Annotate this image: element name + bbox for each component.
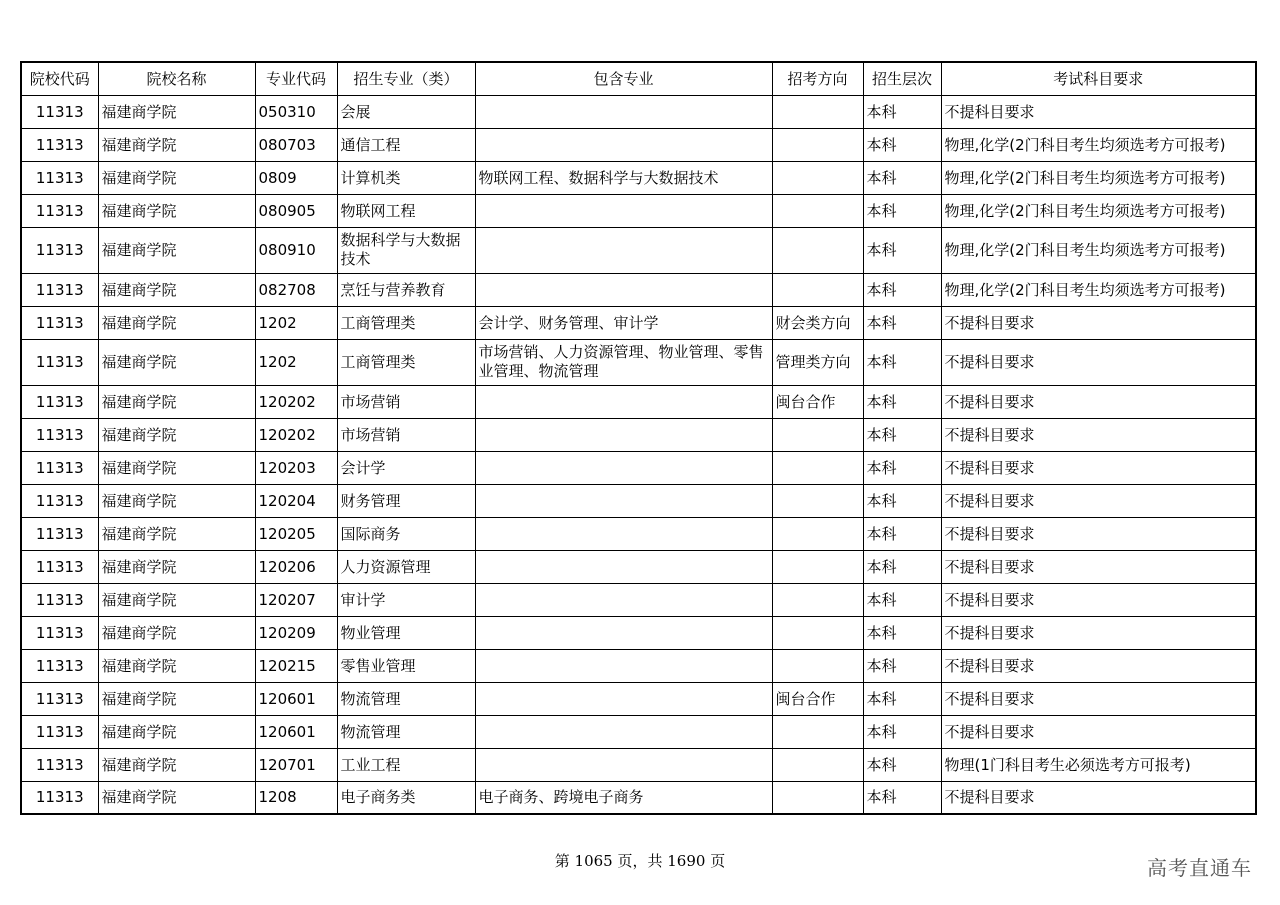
cell-level: 本科 (863, 517, 941, 550)
col-header-major-code: 专业代码 (255, 62, 337, 95)
col-header-direction: 招考方向 (772, 62, 863, 95)
table-header-row (21, 62, 1256, 95)
table-row (21, 339, 1256, 385)
cell-major-code: 1208 (255, 781, 337, 814)
cell-direction: 闽台合作 (772, 682, 863, 715)
table-row (21, 781, 1256, 814)
cell-included-majors (475, 273, 772, 306)
cell-major-code: 120601 (255, 715, 337, 748)
cell-subject-req: 不提科目要求 (941, 682, 1256, 715)
cell-subject-req: 不提科目要求 (941, 95, 1256, 128)
cell-school-code: 11313 (21, 550, 98, 583)
cell-school-code: 11313 (21, 715, 98, 748)
cell-subject-req: 不提科目要求 (941, 517, 1256, 550)
cell-school-name: 福建商学院 (98, 649, 255, 682)
col-header-included-majors: 包含专业 (475, 62, 772, 95)
cell-subject-req: 不提科目要求 (941, 385, 1256, 418)
cell-level: 本科 (863, 550, 941, 583)
col-header-school-name: 院校名称 (98, 62, 255, 95)
cell-included-majors (475, 194, 772, 227)
cell-major: 烹饪与营养教育 (337, 273, 475, 306)
cell-major-code: 1202 (255, 306, 337, 339)
cell-major: 会计学 (337, 451, 475, 484)
cell-major: 物业管理 (337, 616, 475, 649)
cell-level: 本科 (863, 616, 941, 649)
cell-level: 本科 (863, 306, 941, 339)
table-row (21, 748, 1256, 781)
cell-school-name: 福建商学院 (98, 616, 255, 649)
cell-direction (772, 227, 863, 273)
cell-school-code: 11313 (21, 484, 98, 517)
cell-major: 工商管理类 (337, 339, 475, 385)
cell-major: 物流管理 (337, 682, 475, 715)
table-body (21, 95, 1256, 814)
cell-included-majors (475, 128, 772, 161)
cell-level: 本科 (863, 682, 941, 715)
cell-school-name: 福建商学院 (98, 682, 255, 715)
cell-school-code: 11313 (21, 306, 98, 339)
cell-included-majors: 会计学、财务管理、审计学 (475, 306, 772, 339)
page-number: 第 1065 页，共 1690 页 (554, 852, 726, 870)
col-header-major: 招生专业（类） (337, 62, 475, 95)
cell-subject-req: 物理,化学(2门科目考生均须选考方可报考) (941, 128, 1256, 161)
cell-school-code: 11313 (21, 781, 98, 814)
cell-major-code: 120204 (255, 484, 337, 517)
table-row (21, 194, 1256, 227)
cell-school-name: 福建商学院 (98, 781, 255, 814)
table-row (21, 227, 1256, 273)
cell-school-name: 福建商学院 (98, 748, 255, 781)
cell-school-code: 11313 (21, 517, 98, 550)
cell-school-code: 11313 (21, 161, 98, 194)
cell-included-majors (475, 385, 772, 418)
cell-direction: 管理类方向 (772, 339, 863, 385)
cell-included-majors (475, 583, 772, 616)
cell-included-majors (475, 550, 772, 583)
cell-major: 国际商务 (337, 517, 475, 550)
cell-subject-req: 物理,化学(2门科目考生均须选考方可报考) (941, 227, 1256, 273)
cell-major-code: 120203 (255, 451, 337, 484)
cell-subject-req: 物理,化学(2门科目考生均须选考方可报考) (941, 194, 1256, 227)
cell-direction (772, 161, 863, 194)
cell-school-name: 福建商学院 (98, 128, 255, 161)
cell-school-code: 11313 (21, 128, 98, 161)
cell-major-code: 120202 (255, 385, 337, 418)
cell-included-majors (475, 95, 772, 128)
cell-major: 市场营销 (337, 385, 475, 418)
cell-included-majors (475, 484, 772, 517)
table-row (21, 385, 1256, 418)
cell-direction (772, 748, 863, 781)
cell-major-code: 080910 (255, 227, 337, 273)
table-row (21, 616, 1256, 649)
cell-school-name: 福建商学院 (98, 517, 255, 550)
cell-major-code: 120215 (255, 649, 337, 682)
cell-major-code: 1202 (255, 339, 337, 385)
cell-school-code: 11313 (21, 583, 98, 616)
cell-school-name: 福建商学院 (98, 583, 255, 616)
cell-included-majors: 市场营销、人力资源管理、物业管理、零售业管理、物流管理 (475, 339, 772, 385)
cell-direction (772, 95, 863, 128)
cell-level: 本科 (863, 781, 941, 814)
cell-major: 市场营销 (337, 418, 475, 451)
cell-major: 物流管理 (337, 715, 475, 748)
cell-school-code: 11313 (21, 227, 98, 273)
cell-major: 会展 (337, 95, 475, 128)
table-row (21, 583, 1256, 616)
cell-direction: 财会类方向 (772, 306, 863, 339)
cell-subject-req: 不提科目要求 (941, 781, 1256, 814)
cell-school-name: 福建商学院 (98, 484, 255, 517)
cell-major-code: 080905 (255, 194, 337, 227)
cell-subject-req: 不提科目要求 (941, 649, 1256, 682)
cell-level: 本科 (863, 649, 941, 682)
cell-school-name: 福建商学院 (98, 339, 255, 385)
table-row (21, 128, 1256, 161)
cell-major: 审计学 (337, 583, 475, 616)
cell-level: 本科 (863, 385, 941, 418)
col-header-level: 招生层次 (863, 62, 941, 95)
cell-subject-req: 不提科目要求 (941, 550, 1256, 583)
cell-direction (772, 451, 863, 484)
cell-major: 通信工程 (337, 128, 475, 161)
cell-direction (772, 484, 863, 517)
cell-included-majors (475, 715, 772, 748)
cell-direction (772, 781, 863, 814)
cell-major-code: 082708 (255, 273, 337, 306)
cell-level: 本科 (863, 95, 941, 128)
cell-school-code: 11313 (21, 682, 98, 715)
cell-major: 人力资源管理 (337, 550, 475, 583)
cell-subject-req: 不提科目要求 (941, 484, 1256, 517)
cell-school-name: 福建商学院 (98, 550, 255, 583)
cell-school-code: 11313 (21, 451, 98, 484)
cell-subject-req: 不提科目要求 (941, 339, 1256, 385)
table-row (21, 715, 1256, 748)
cell-major-code: 080703 (255, 128, 337, 161)
table-row (21, 418, 1256, 451)
cell-included-majors (475, 748, 772, 781)
cell-included-majors (475, 517, 772, 550)
cell-school-code: 11313 (21, 95, 98, 128)
cell-included-majors (475, 616, 772, 649)
watermark: 高考直通车 (1147, 856, 1252, 880)
cell-direction (772, 194, 863, 227)
cell-direction: 闽台合作 (772, 385, 863, 418)
table-row (21, 550, 1256, 583)
cell-school-code: 11313 (21, 649, 98, 682)
table-row (21, 306, 1256, 339)
cell-school-code: 11313 (21, 748, 98, 781)
cell-school-code: 11313 (21, 339, 98, 385)
cell-school-name: 福建商学院 (98, 715, 255, 748)
cell-subject-req: 物理,化学(2门科目考生均须选考方可报考) (941, 161, 1256, 194)
cell-major: 工业工程 (337, 748, 475, 781)
cell-school-code: 11313 (21, 418, 98, 451)
cell-level: 本科 (863, 227, 941, 273)
cell-major-code: 120206 (255, 550, 337, 583)
table-row (21, 161, 1256, 194)
cell-major-code: 120207 (255, 583, 337, 616)
cell-level: 本科 (863, 748, 941, 781)
cell-level: 本科 (863, 273, 941, 306)
cell-subject-req: 物理(1门科目考生必须选考方可报考) (941, 748, 1256, 781)
cell-school-name: 福建商学院 (98, 385, 255, 418)
cell-major: 计算机类 (337, 161, 475, 194)
cell-major-code: 120202 (255, 418, 337, 451)
cell-school-name: 福建商学院 (98, 451, 255, 484)
cell-subject-req: 不提科目要求 (941, 451, 1256, 484)
cell-school-code: 11313 (21, 616, 98, 649)
col-header-school-code: 院校代码 (21, 62, 98, 95)
cell-level: 本科 (863, 484, 941, 517)
cell-school-code: 11313 (21, 273, 98, 306)
cell-direction (772, 649, 863, 682)
cell-level: 本科 (863, 715, 941, 748)
cell-school-name: 福建商学院 (98, 273, 255, 306)
cell-school-name: 福建商学院 (98, 306, 255, 339)
cell-level: 本科 (863, 418, 941, 451)
cell-included-majors: 电子商务、跨境电子商务 (475, 781, 772, 814)
admissions-table (20, 61, 1257, 815)
cell-included-majors (475, 227, 772, 273)
cell-major-code: 120205 (255, 517, 337, 550)
cell-major: 物联网工程 (337, 194, 475, 227)
cell-direction (772, 128, 863, 161)
table-row (21, 484, 1256, 517)
cell-included-majors: 物联网工程、数据科学与大数据技术 (475, 161, 772, 194)
cell-major-code: 120701 (255, 748, 337, 781)
cell-major: 电子商务类 (337, 781, 475, 814)
cell-level: 本科 (863, 339, 941, 385)
cell-included-majors (475, 451, 772, 484)
cell-subject-req: 不提科目要求 (941, 306, 1256, 339)
cell-included-majors (475, 682, 772, 715)
table-row (21, 273, 1256, 306)
table-row (21, 517, 1256, 550)
cell-major: 工商管理类 (337, 306, 475, 339)
cell-school-name: 福建商学院 (98, 95, 255, 128)
cell-direction (772, 583, 863, 616)
cell-major-code: 050310 (255, 95, 337, 128)
cell-major: 财务管理 (337, 484, 475, 517)
cell-school-code: 11313 (21, 194, 98, 227)
cell-level: 本科 (863, 583, 941, 616)
cell-subject-req: 不提科目要求 (941, 715, 1256, 748)
table-row (21, 649, 1256, 682)
cell-direction (772, 616, 863, 649)
cell-school-name: 福建商学院 (98, 227, 255, 273)
table-row (21, 682, 1256, 715)
cell-school-name: 福建商学院 (98, 194, 255, 227)
cell-subject-req: 不提科目要求 (941, 616, 1256, 649)
table-row (21, 95, 1256, 128)
cell-subject-req: 不提科目要求 (941, 583, 1256, 616)
cell-level: 本科 (863, 451, 941, 484)
cell-major-code: 120209 (255, 616, 337, 649)
cell-major-code: 0809 (255, 161, 337, 194)
cell-direction (772, 517, 863, 550)
cell-major: 数据科学与大数据技术 (337, 227, 475, 273)
cell-included-majors (475, 418, 772, 451)
cell-subject-req: 物理,化学(2门科目考生均须选考方可报考) (941, 273, 1256, 306)
cell-school-name: 福建商学院 (98, 161, 255, 194)
cell-direction (772, 550, 863, 583)
cell-school-code: 11313 (21, 385, 98, 418)
cell-level: 本科 (863, 128, 941, 161)
cell-major: 零售业管理 (337, 649, 475, 682)
col-header-subject-req: 考试科目要求 (941, 62, 1256, 95)
cell-level: 本科 (863, 161, 941, 194)
cell-level: 本科 (863, 194, 941, 227)
cell-direction (772, 418, 863, 451)
cell-major-code: 120601 (255, 682, 337, 715)
cell-direction (772, 715, 863, 748)
table-row (21, 451, 1256, 484)
cell-school-name: 福建商学院 (98, 418, 255, 451)
cell-direction (772, 273, 863, 306)
cell-subject-req: 不提科目要求 (941, 418, 1256, 451)
cell-included-majors (475, 649, 772, 682)
